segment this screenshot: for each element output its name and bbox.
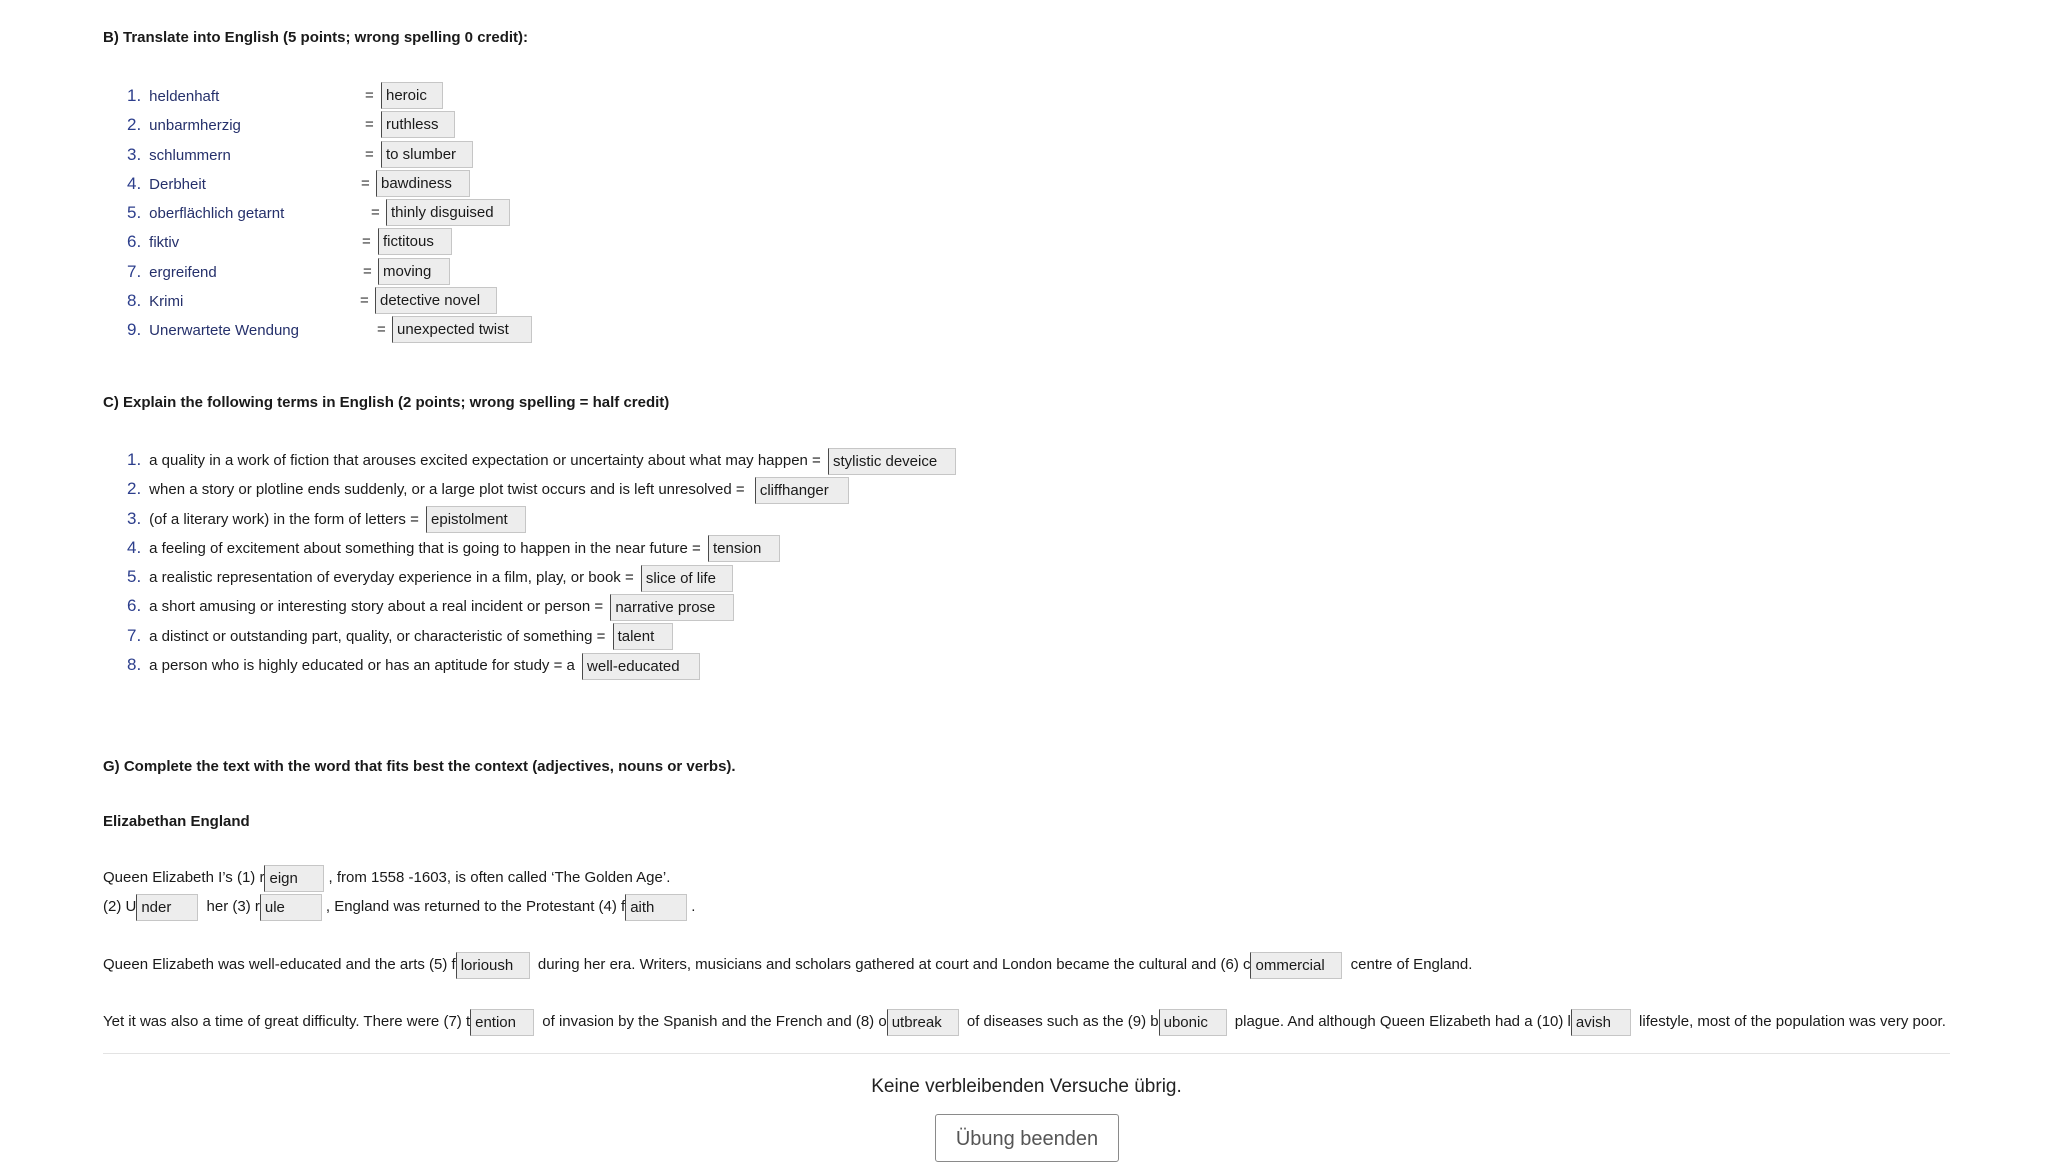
- gap-input-5[interactable]: lorioush: [456, 952, 530, 979]
- finish-exercise-button[interactable]: Übung beenden: [935, 1114, 1119, 1162]
- term-label: unbarmherzig: [149, 117, 241, 135]
- definition-text: when a story or plotline ends suddenly, or a large plot twist occurs and is left unresolved =: [149, 481, 745, 499]
- item-number: 4.: [127, 173, 142, 193]
- definition-text: a person who is highly educated or has an aptitude for study = a: [149, 657, 575, 675]
- answer-input[interactable]: stylistic deveice: [828, 448, 956, 475]
- section-b-list: [127, 81, 509, 345]
- equals-sign: =: [371, 204, 380, 222]
- text-fragment: , from 1558 -1603, is often called ‘The Golden Age’.: [328, 869, 671, 886]
- item-number: 7.: [127, 261, 142, 281]
- text-fragment: centre of England.: [1346, 956, 1473, 973]
- gap-input-6[interactable]: ommercial: [1250, 952, 1342, 979]
- answer-input[interactable]: detective novel: [375, 287, 497, 314]
- quiz-page: [103, 0, 1953, 1151]
- section-g-title: G) Complete the text with the word that fits best the context (adjectives, nouns or verbs).: [103, 758, 736, 775]
- text-title: Elizabethan England: [103, 813, 250, 830]
- gap-input-4[interactable]: aith: [625, 894, 687, 921]
- equals-sign: =: [365, 145, 374, 163]
- text-fragment: her (3) r: [202, 898, 260, 915]
- list-item: [127, 621, 956, 650]
- gap-input-8[interactable]: utbreak: [887, 1009, 959, 1036]
- text-fragment: during her era. Writers, musicians and scholars gathered at court and London became the cultural and (6) c: [533, 956, 1251, 973]
- list-item: [127, 315, 509, 344]
- equals-sign: =: [360, 292, 369, 310]
- list-item: [127, 198, 494, 227]
- list-item: [127, 650, 956, 679]
- section-b-title: B) Translate into English (5 points; wrong spelling 0 credit):: [103, 29, 529, 46]
- gap-input-7[interactable]: ention: [470, 1009, 534, 1036]
- item-number: 3.: [127, 508, 142, 528]
- list-item: [127, 81, 427, 110]
- list-item: [127, 169, 452, 198]
- text-fragment: lifestyle, most of the population was very poor.: [1634, 1013, 1946, 1030]
- equals-sign: =: [361, 174, 370, 192]
- list-item: [127, 474, 956, 503]
- answer-input[interactable]: moving: [378, 258, 450, 285]
- item-number: 5.: [127, 203, 142, 223]
- gap-input-2[interactable]: nder: [136, 894, 198, 921]
- term-label: Derbheit: [149, 175, 206, 193]
- text-fragment: Queen Elizabeth I’s (1) r: [103, 869, 265, 886]
- item-number: 1.: [127, 450, 142, 469]
- equals-sign: =: [362, 233, 371, 251]
- item-number: 6.: [127, 596, 142, 616]
- item-number: 4.: [127, 537, 142, 557]
- list-item: [127, 504, 956, 533]
- answer-input[interactable]: slice of life: [641, 565, 733, 592]
- term-label: ergreifend: [149, 263, 217, 281]
- text-fragment: .: [691, 898, 696, 915]
- answer-input[interactable]: thinly disguised: [386, 199, 510, 226]
- item-number: 1.: [127, 86, 142, 105]
- section-c-list: [127, 445, 956, 679]
- text-fragment: , England was returned to the Protestant (4) f: [325, 898, 626, 915]
- term-label: Krimi: [149, 293, 184, 311]
- list-item: [127, 591, 956, 620]
- item-number: 8.: [127, 291, 142, 311]
- gap-input-1[interactable]: eign: [264, 865, 324, 892]
- answer-input[interactable]: well-educated: [582, 653, 700, 680]
- answer-input[interactable]: ruthless: [381, 111, 455, 138]
- attempts-status: Keine verbleibenden Versuche übrig.: [871, 1076, 1182, 1097]
- paragraph-3: [103, 1007, 1946, 1036]
- gap-input-10[interactable]: avish: [1571, 1009, 1631, 1036]
- list-item: [127, 286, 481, 315]
- gap-input-9[interactable]: ubonic: [1159, 1009, 1227, 1036]
- definition-text: a short amusing or interesting story about a real incident or person =: [149, 598, 604, 616]
- answer-input[interactable]: heroic: [381, 82, 443, 109]
- term-label: heldenhaft: [149, 88, 220, 105]
- equals-sign: =: [363, 262, 372, 280]
- item-number: 6.: [127, 232, 142, 252]
- list-item: [127, 562, 956, 591]
- paragraph-1-line-1: [103, 863, 670, 892]
- term-label: oberflächlich getarnt: [149, 205, 285, 223]
- footer-divider: [103, 1053, 1950, 1054]
- equals-sign: =: [377, 321, 386, 339]
- answer-input[interactable]: tension: [708, 535, 780, 562]
- list-item: [127, 445, 956, 474]
- text-fragment: Queen Elizabeth was well-educated and the arts (5) f: [103, 956, 456, 973]
- item-number: 2.: [127, 115, 142, 135]
- list-item: [127, 110, 439, 139]
- answer-input[interactable]: talent: [613, 623, 673, 650]
- definition-text: a distinct or outstanding part, quality, or characteristic of something =: [149, 627, 606, 645]
- term-label: fiktiv: [149, 234, 180, 252]
- list-item: [127, 533, 956, 562]
- text-fragment: plague. And although Queen Elizabeth had a (10) l: [1230, 1013, 1571, 1030]
- term-label: Unerwartete Wendung: [149, 322, 299, 340]
- list-item: [127, 227, 434, 256]
- text-fragment: Yet it was also a time of great difficulty. There were (7) t: [103, 1013, 471, 1030]
- item-number: 7.: [127, 625, 142, 645]
- paragraph-1-line-2: [103, 892, 695, 921]
- definition-text: a realistic representation of everyday experience in a film, play, or book =: [149, 569, 634, 587]
- definition-text: a quality in a work of fiction that arouses excited expectation or uncertainty about what may happen =: [149, 452, 821, 469]
- definition-text: a feeling of excitement about something that is going to happen in the near future =: [149, 539, 701, 557]
- text-fragment: (2) U: [103, 898, 137, 915]
- definition-text: (of a literary work) in the form of letters =: [149, 510, 419, 528]
- equals-sign: =: [365, 87, 374, 104]
- answer-input[interactable]: unexpected twist: [392, 316, 532, 343]
- answer-input[interactable]: to slumber: [381, 141, 473, 168]
- list-item: [127, 257, 432, 286]
- answer-input[interactable]: fictitous: [378, 228, 452, 255]
- answer-input[interactable]: bawdiness: [376, 170, 470, 197]
- text-fragment: of diseases such as the (9) b: [962, 1013, 1159, 1030]
- term-label: schlummern: [149, 146, 231, 164]
- gap-input-3[interactable]: ule: [260, 894, 322, 921]
- item-number: 9.: [127, 320, 142, 340]
- item-number: 2.: [127, 479, 142, 499]
- answer-input[interactable]: epistolment: [426, 506, 526, 533]
- answer-input[interactable]: cliffhanger: [755, 477, 849, 504]
- list-item: [127, 140, 457, 169]
- text-fragment: of invasion by the Spanish and the French and (8) o: [538, 1013, 887, 1030]
- item-number: 5.: [127, 567, 142, 587]
- equals-sign: =: [365, 116, 374, 134]
- answer-input[interactable]: narrative prose: [610, 594, 734, 621]
- item-number: 3.: [127, 144, 142, 164]
- item-number: 8.: [127, 655, 142, 675]
- section-c-title: C) Explain the following terms in English (2 points; wrong spelling = half credit): [103, 394, 670, 411]
- paragraph-2: [103, 950, 1472, 979]
